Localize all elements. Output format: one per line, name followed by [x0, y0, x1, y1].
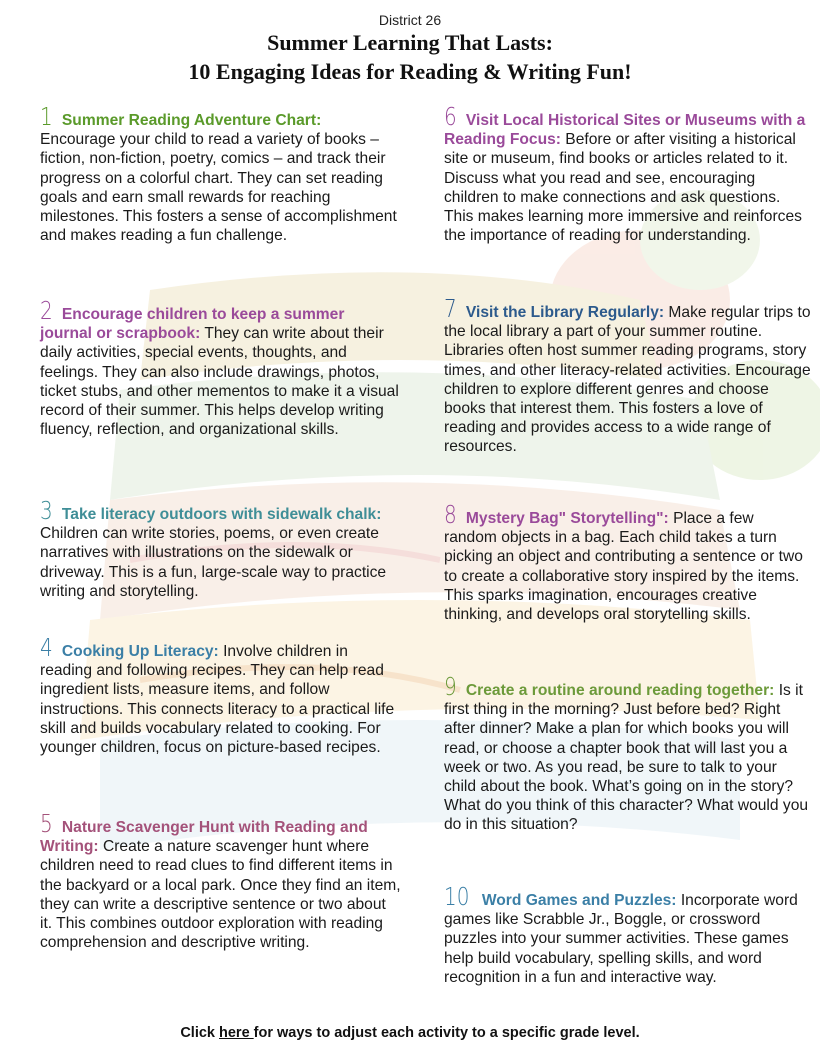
idea-item-1	[40, 102, 400, 245]
idea-heading-9: Create a routine around reading together:	[465, 682, 775, 699]
page-header	[0, 12, 820, 86]
page-footer	[0, 1025, 820, 1041]
footer-text-before: Click	[180, 1025, 219, 1041]
idea-number-9: 9	[444, 672, 457, 701]
district-label: District 26	[378, 12, 442, 28]
idea-number-8: 8	[444, 500, 457, 529]
idea-number-1: 1	[40, 102, 53, 131]
idea-heading-7: Visit the Library Regularly:	[465, 304, 665, 321]
idea-body-3: Children can write stories, poems, or even create narratives with illustrations on the sidewalk or driveway. This is a fun, large-scale way to practice writing and storytelling.	[40, 525, 387, 600]
idea-number-7: 7	[444, 294, 457, 323]
idea-body-1: Encourage your child to read a variety of books – fiction, non-fiction, poetry, comics – and track their progress on a colorful chart. They can set reading goals and earn small rewards for reaching milestones. This fosters a sense of accomplishment and makes reading a fun challenge.	[40, 131, 397, 245]
page-title-line1: Summer Learning That Lasts:	[267, 30, 553, 55]
idea-number-10: 10	[444, 882, 470, 911]
idea-item-6	[444, 102, 810, 245]
idea-number-4: 4	[40, 633, 53, 662]
footer-text-after: for ways to adjust each activity to a specific grade level.	[253, 1025, 640, 1041]
idea-item-8	[444, 500, 810, 624]
idea-body-2: They can write about their daily activities, special events, thoughts, and feelings. They can also include drawings, photos, ticket stubs, and other mementos to make it a visual record of their summer. This helps develop writing fluency, reflection, and organizational skills.	[40, 325, 399, 439]
idea-item-7	[444, 294, 812, 457]
idea-body-8: Place a few random objects in a bag. Each child takes a turn picking an object and contributing a sentence or two to create a collaborative story inspired by the items. This sparks imagination, encourages creative thinking, and develops oral storytelling skills.	[444, 510, 803, 624]
idea-body-7: Make regular trips to the local library a part of your summer routine. Libraries often host summer reading programs, story times, and other literacy-related activities. Encourage children to explore different genres and choose books that interest them. This fosters a love of reading and provides access to a wide range of resources.	[444, 304, 811, 456]
idea-body-4: Involve children in reading and following recipes. They can help read ingredient lists, measure items, and follow instructions. This connects literacy to a practical life skill and builds vocabulary related to cooking. For younger children, focus on picture-based recipes.	[40, 643, 395, 757]
idea-item-9	[444, 672, 810, 835]
idea-heading-5: Nature Scavenger Hunt with Reading and Writing:	[40, 819, 368, 856]
idea-body-10: Incorporate word games like Scrabble Jr., Boggle, or crossword puzzles into your summer activities. These games help build vocabulary, spelling skills, and word recognition in a fun and interactive way.	[444, 892, 798, 986]
idea-heading-10: Word Games and Puzzles:	[481, 892, 677, 909]
idea-number-3: 3	[40, 496, 53, 525]
idea-number-2: 2	[40, 296, 53, 325]
idea-item-4	[40, 633, 402, 757]
idea-item-5	[40, 809, 402, 952]
idea-heading-8: Mystery Bag" Storytelling":	[465, 510, 669, 527]
idea-item-2	[40, 296, 400, 439]
idea-heading-3: Take literacy outdoors with sidewalk chalk:	[61, 506, 382, 523]
idea-heading-2: Encourage children to keep a summer journal or scrapbook:	[40, 306, 345, 343]
page-title-line2: 10 Engaging Ideas for Reading & Writing Fun!	[188, 59, 632, 84]
idea-heading-1: Summer Reading Adventure Chart:	[61, 112, 322, 129]
idea-body-6: Before or after visiting a historical site or museum, find books or articles related to it. Discuss what you read and see, encouraging children to make connections and ask questions. This makes learning more immersive and reinforces the importance of reading for understanding.	[444, 131, 802, 245]
idea-body-5: Create a nature scavenger hunt where children need to read clues to find different items in the backyard or a local park. Once they find an item, they can write a descriptive sentence or two about it. This combines outdoor exploration with reading comprehension and descriptive writing.	[40, 838, 401, 952]
idea-heading-6: Visit Local Historical Sites or Museums with a Reading Focus:	[444, 112, 806, 149]
idea-item-10	[444, 882, 810, 987]
idea-heading-4: Cooking Up Literacy:	[61, 643, 219, 660]
idea-number-6: 6	[444, 102, 457, 131]
grade-level-link[interactable]: here	[219, 1025, 254, 1041]
idea-number-5: 5	[40, 809, 53, 838]
idea-item-3	[40, 496, 402, 601]
idea-body-9: Is it first thing in the morning? Just before bed? Right after dinner? Make a plan for which books you will read, or choose a chapter book that will last you a week or two. As you read, be sure to talk to your child about the book. What’s going on in the story? What do you think of this character? What would you do in this situation?	[444, 682, 809, 834]
